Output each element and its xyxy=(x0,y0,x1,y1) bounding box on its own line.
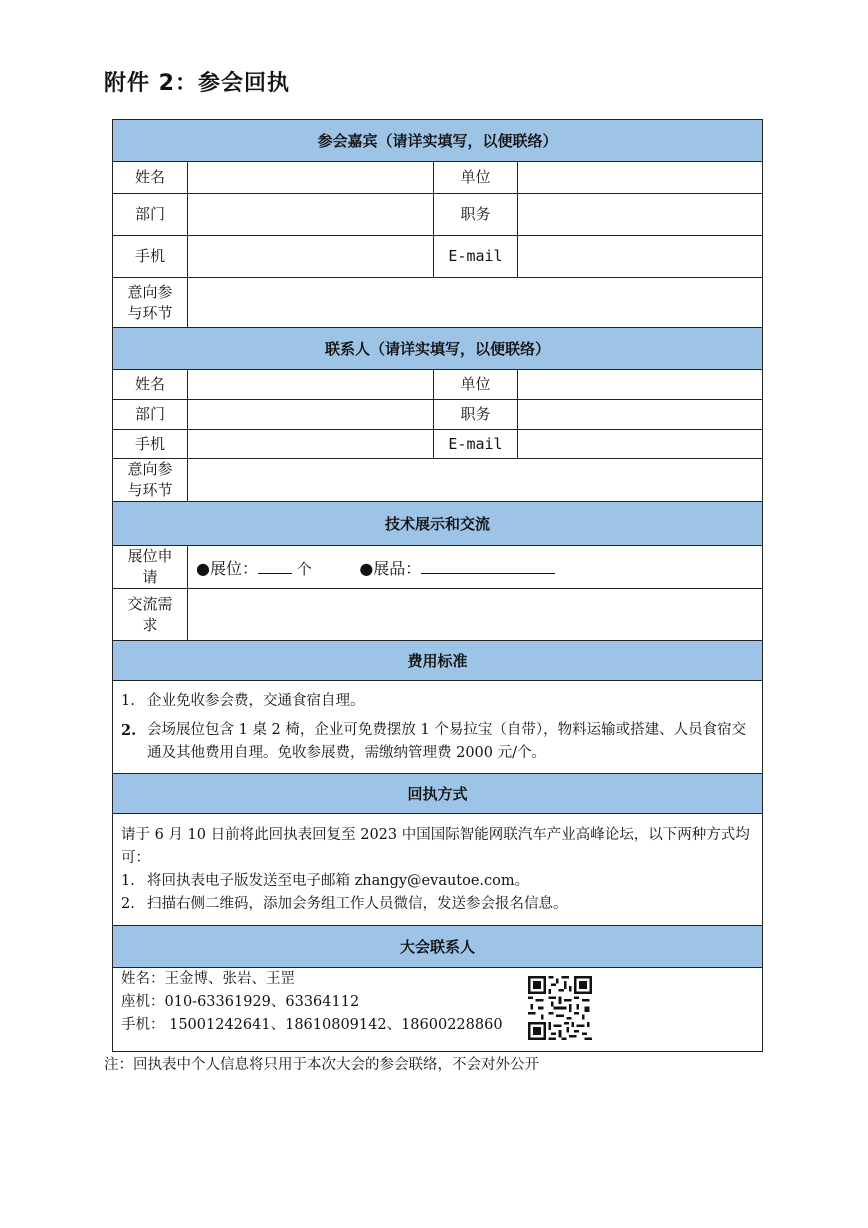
booth-unit: 个 xyxy=(296,559,312,578)
contact-section-header: 联系人（请详实填写，以便联络） xyxy=(113,328,763,370)
exhibit-item-label: ●展品： xyxy=(359,558,422,578)
exhibit-blank[interactable] xyxy=(421,559,555,574)
exchange-label: 交流需求 xyxy=(113,589,188,641)
contact-name-label: 姓名 xyxy=(113,370,188,400)
contact-dept-field[interactable] xyxy=(188,400,434,430)
guest-email-field[interactable] xyxy=(518,236,763,278)
list-item: 1. 企业免收参会费，交通食宿自理。 xyxy=(121,692,365,709)
contact-email-field[interactable] xyxy=(518,430,763,459)
fee-content xyxy=(113,681,763,774)
guest-org-field[interactable] xyxy=(518,162,763,194)
reply-content xyxy=(113,814,763,926)
contact-email-label: E-mail xyxy=(434,430,518,459)
list-item: 2. 扫描右侧二维码，添加会务组工作人员微信，发送参会报名信息。 xyxy=(121,895,568,912)
contact-position-label: 职务 xyxy=(434,400,518,430)
guest-email-label: E-mail xyxy=(434,236,518,278)
booth-count-blank[interactable] xyxy=(258,559,292,574)
guest-name-field[interactable] xyxy=(188,162,434,194)
reply-intro: 请于 6 月 10 日前将此回执表回复至 2023 中国国际智能网联汽车产业高峰论坛，以下两种方式均可： xyxy=(121,826,750,866)
exchange-field[interactable] xyxy=(188,589,763,641)
guest-org-label: 单位 xyxy=(434,162,518,194)
contact-org-field[interactable] xyxy=(518,370,763,400)
booth-item-label: ●展位： xyxy=(196,558,258,578)
list-item: 1. 将回执表电子版发送至电子邮箱 zhangy@evautoe.com。 xyxy=(121,870,754,893)
privacy-note: 注：回执表中个人信息将只用于本次大会的参会联络，不会对外公开 xyxy=(104,1057,539,1073)
guest-section-header: 参会嘉宾（请详实填写，以便联络） xyxy=(113,120,763,162)
contact-dept-label: 部门 xyxy=(113,400,188,430)
guest-mobile-label: 手机 xyxy=(113,236,188,278)
organizer-content xyxy=(113,968,763,1052)
guest-intent-field[interactable] xyxy=(188,278,763,328)
email-instruction: 将回执表电子版发送至电子邮箱 zhangy@evautoe.com。 xyxy=(147,872,530,889)
list-item: 2. 会场展位包含 1 桌 2 椅，企业可免费摆放 1 个易拉宝（自带），物料运输或搭建、人员食宿交通及其他费用自理。免收参展费，需缴纳管理费 2000 元/个。 xyxy=(121,721,747,761)
guest-intent-label: 意向参与环节 xyxy=(113,278,188,328)
fee-section-header: 费用标准 xyxy=(113,641,763,681)
contact-intent-label: 意向参与环节 xyxy=(113,459,188,502)
guest-position-label: 职务 xyxy=(434,194,518,236)
contact-mobile-label: 手机 xyxy=(113,430,188,459)
organizer-landline: 座机：010-63361929、63364112 xyxy=(121,994,360,1010)
qr-code-icon[interactable] xyxy=(528,976,592,1040)
organizer-section-header: 大会联系人 xyxy=(113,926,763,968)
guest-dept-label: 部门 xyxy=(113,194,188,236)
reply-section-header: 回执方式 xyxy=(113,774,763,814)
page-title: 附件 2：参会回执 xyxy=(104,71,290,96)
contact-mobile-field[interactable] xyxy=(188,430,434,459)
guest-mobile-field[interactable] xyxy=(188,236,434,278)
guest-name-label: 姓名 xyxy=(113,162,188,194)
guest-position-field[interactable] xyxy=(518,194,763,236)
booth-field xyxy=(188,546,763,589)
registration-form xyxy=(112,119,763,1052)
contact-org-label: 单位 xyxy=(434,370,518,400)
organizer-mobile: 手机： 15001242641、18610809142、18600228860 xyxy=(121,1017,503,1033)
organizer-names: 姓名：王金博、张岩、王罡 xyxy=(121,971,295,987)
exhibit-section-header: 技术展示和交流 xyxy=(113,502,763,546)
contact-position-field[interactable] xyxy=(518,400,763,430)
booth-label: 展位申请 xyxy=(113,546,188,589)
contact-intent-field[interactable] xyxy=(188,459,763,502)
contact-name-field[interactable] xyxy=(188,370,434,400)
guest-dept-field[interactable] xyxy=(188,194,434,236)
